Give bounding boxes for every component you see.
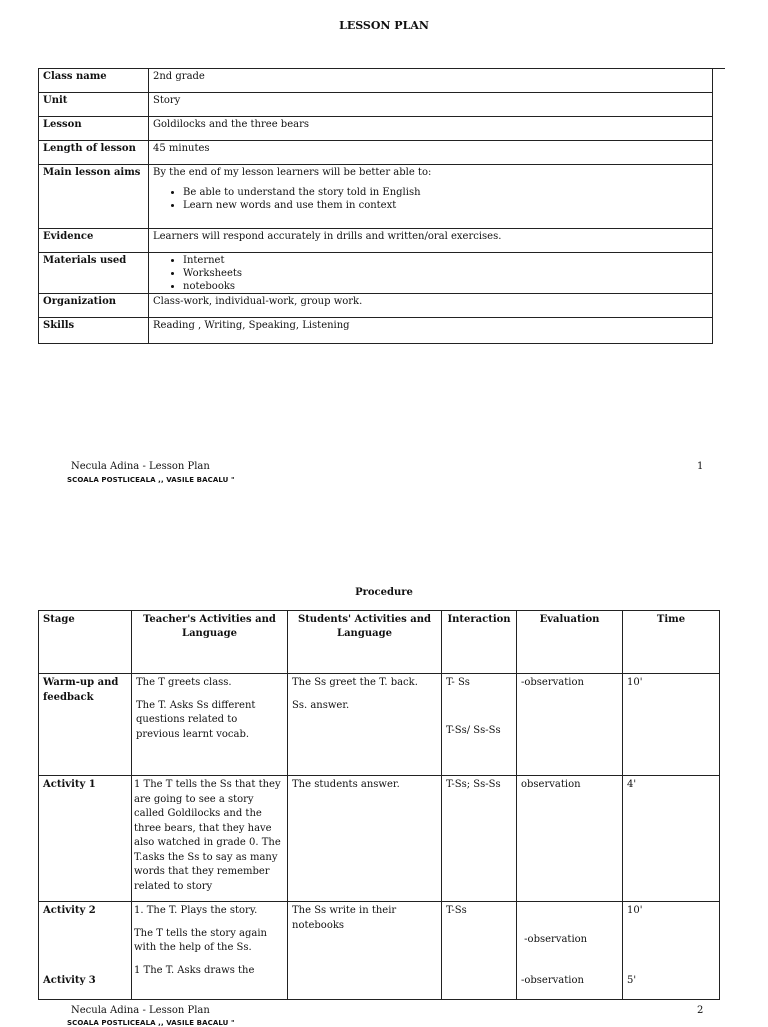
lesson-info-table <box>38 68 713 344</box>
table-row <box>39 674 720 776</box>
table-row <box>39 69 713 93</box>
stage-cell: Activity 1 <box>39 776 132 902</box>
row-value: Reading , Writing, Speaking, Listening <box>149 318 713 344</box>
row-label: Lesson <box>39 117 149 141</box>
row-label: Class name <box>39 69 149 93</box>
teacher-text: 1 The T tells the Ss that they are going to see a story called Goldilocks and the three bears, that they have also watched in grade 0. The T.asks the Ss to say as many words that they remember related to story <box>134 779 281 892</box>
evaluation-cell <box>517 902 623 1000</box>
list-item: • Internet <box>183 254 708 267</box>
table-row <box>39 93 713 117</box>
teacher-cell <box>132 674 288 776</box>
stage-label: Activity 2 <box>43 905 96 916</box>
interaction-text: T- Ss <box>446 677 470 688</box>
interaction-cell <box>442 674 517 776</box>
row-value: Class-work, individual-work, group work. <box>149 294 713 318</box>
stage-label: Activity 3 <box>43 975 96 986</box>
row-label: Length of lesson <box>39 141 149 165</box>
evaluation-cell: observation <box>517 776 623 902</box>
stage-cell: Warm-up and feedback <box>39 674 132 776</box>
row-value-cell <box>149 253 713 294</box>
header-stage: Stage <box>39 611 132 674</box>
row-value: 2nd grade <box>149 69 713 93</box>
procedure-table <box>38 610 720 1000</box>
table-row <box>39 902 720 1000</box>
row-label: Unit <box>39 93 149 117</box>
interaction-cell: T-Ss <box>442 902 517 1000</box>
table-row <box>39 776 720 902</box>
footer-school: SCOALA POSTLICEALA ,, VASILE BACALU " <box>67 1019 235 1027</box>
teacher-text: The T. Asks Ss different questions related to previous learnt vocab. <box>136 699 256 740</box>
teacher-cell <box>132 776 288 902</box>
table-row <box>39 141 713 165</box>
row-value: Goldilocks and the three bears <box>149 117 713 141</box>
footer-author: Necula Adina - Lesson Plan <box>71 1005 210 1016</box>
row-value-cell <box>149 165 713 229</box>
table-row <box>39 253 713 294</box>
header-evaluation: Evaluation <box>517 611 623 674</box>
students-cell: The Ss write in their notebooks <box>288 902 442 1000</box>
students-text: The Ss greet the T. back. <box>292 677 418 688</box>
row-label: Evidence <box>39 229 149 253</box>
list-item: • Learn new words and use them in context <box>183 199 708 212</box>
time-text: 5' <box>627 975 637 986</box>
footer-school: SCOALA POSTLICEALA ,, VASILE BACALU " <box>67 476 235 484</box>
evaluation-text: -observation <box>521 975 584 986</box>
list-item: • Worksheets <box>183 267 708 280</box>
page-title: LESSON PLAN <box>339 19 429 32</box>
row-label: Organization <box>39 294 149 318</box>
table-row <box>39 318 713 344</box>
students-text: Ss. answer. <box>292 699 350 711</box>
table-row <box>39 294 713 318</box>
row-value: Learners will respond accurately in drills and written/oral exercises. <box>149 229 713 253</box>
teacher-text: The T tells the story again with the help of the Ss. <box>134 927 267 953</box>
time-text: 10' <box>627 905 643 916</box>
header-students: Students' Activities and Language <box>288 611 442 674</box>
table-row <box>39 117 713 141</box>
evaluation-text: -observation <box>521 934 588 945</box>
time-cell: 10' <box>623 674 720 776</box>
teacher-text: 1. The T. Plays the story. <box>134 905 258 916</box>
page-number: 1 <box>697 461 704 472</box>
teacher-cell <box>132 902 288 1000</box>
teacher-text: The T greets class. <box>136 677 232 688</box>
list-item: • Be able to understand the story told in English <box>183 186 708 199</box>
table-line-extension <box>711 68 725 69</box>
evaluation-cell: -observation <box>517 674 623 776</box>
table-row <box>39 165 713 229</box>
table-header-row <box>39 611 720 674</box>
header-teacher: Teacher's Activities and Language <box>132 611 288 674</box>
row-label: Skills <box>39 318 149 344</box>
row-value: 45 minutes <box>149 141 713 165</box>
header-interaction: Interaction <box>442 611 517 674</box>
row-value: By the end of my lesson learners will be better able to: <box>153 167 432 178</box>
row-label: Main lesson aims <box>39 165 149 229</box>
students-cell <box>288 674 442 776</box>
teacher-text: 1 The T. Asks draws the <box>134 964 255 976</box>
interaction-cell: T-Ss; Ss-Ss <box>442 776 517 902</box>
footer-author: Necula Adina - Lesson Plan <box>71 461 210 472</box>
materials-list <box>153 254 708 293</box>
row-value: Story <box>149 93 713 117</box>
students-cell: The students answer. <box>288 776 442 902</box>
header-time: Time <box>623 611 720 674</box>
list-item: • notebooks <box>183 280 708 293</box>
time-cell <box>623 902 720 1000</box>
row-label: Materials used <box>39 253 149 294</box>
time-cell: 4' <box>623 776 720 902</box>
procedure-title: Procedure <box>355 587 413 598</box>
aims-list <box>153 186 708 212</box>
table-row <box>39 229 713 253</box>
page-number: 2 <box>697 1005 704 1016</box>
stage-cell <box>39 902 132 1000</box>
interaction-text: T-Ss/ Ss-Ss <box>446 724 501 736</box>
